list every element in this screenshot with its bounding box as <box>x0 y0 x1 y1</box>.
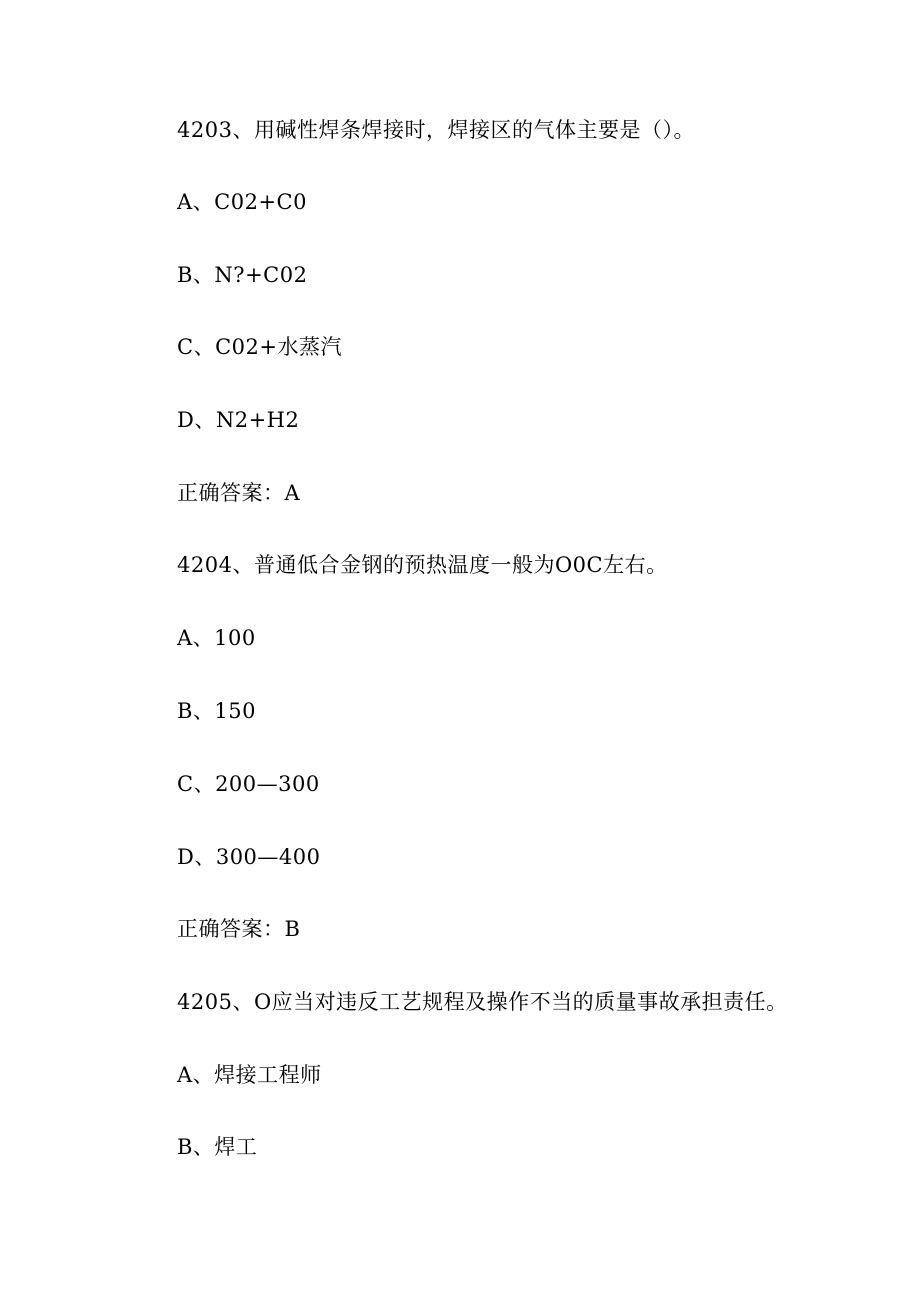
question-4204-stem: 4204、普通低合金钢的预热温度一般为O0C左右。 <box>177 553 668 577</box>
question-4203-option-d: D、N2+H2 <box>177 408 300 432</box>
question-4204-option-c: C、200—300 <box>177 772 320 796</box>
question-4204-option-a: A、100 <box>177 626 256 650</box>
question-4203-option-a: A、C02+C0 <box>177 190 307 214</box>
question-4204-option-b: B、150 <box>177 699 257 723</box>
question-4203-option-b: B、N?+C02 <box>177 263 308 287</box>
question-4204-option-d: D、300—400 <box>177 845 321 869</box>
question-4205-option-a: A、焊接工程师 <box>177 1063 322 1087</box>
question-4203-answer: 正确答案：A <box>177 481 301 505</box>
question-4203-stem: 4203、用碱性焊条焊接时，焊接区的气体主要是（）。 <box>177 118 695 142</box>
question-4205-stem: 4205、O应当对违反工艺规程及操作不当的质量事故承担责任。 <box>177 990 788 1014</box>
question-4204-answer: 正确答案：B <box>177 917 301 941</box>
question-4205-option-b: B、焊工 <box>177 1135 258 1159</box>
question-4203-option-c: C、C02+水蒸汽 <box>177 335 342 359</box>
